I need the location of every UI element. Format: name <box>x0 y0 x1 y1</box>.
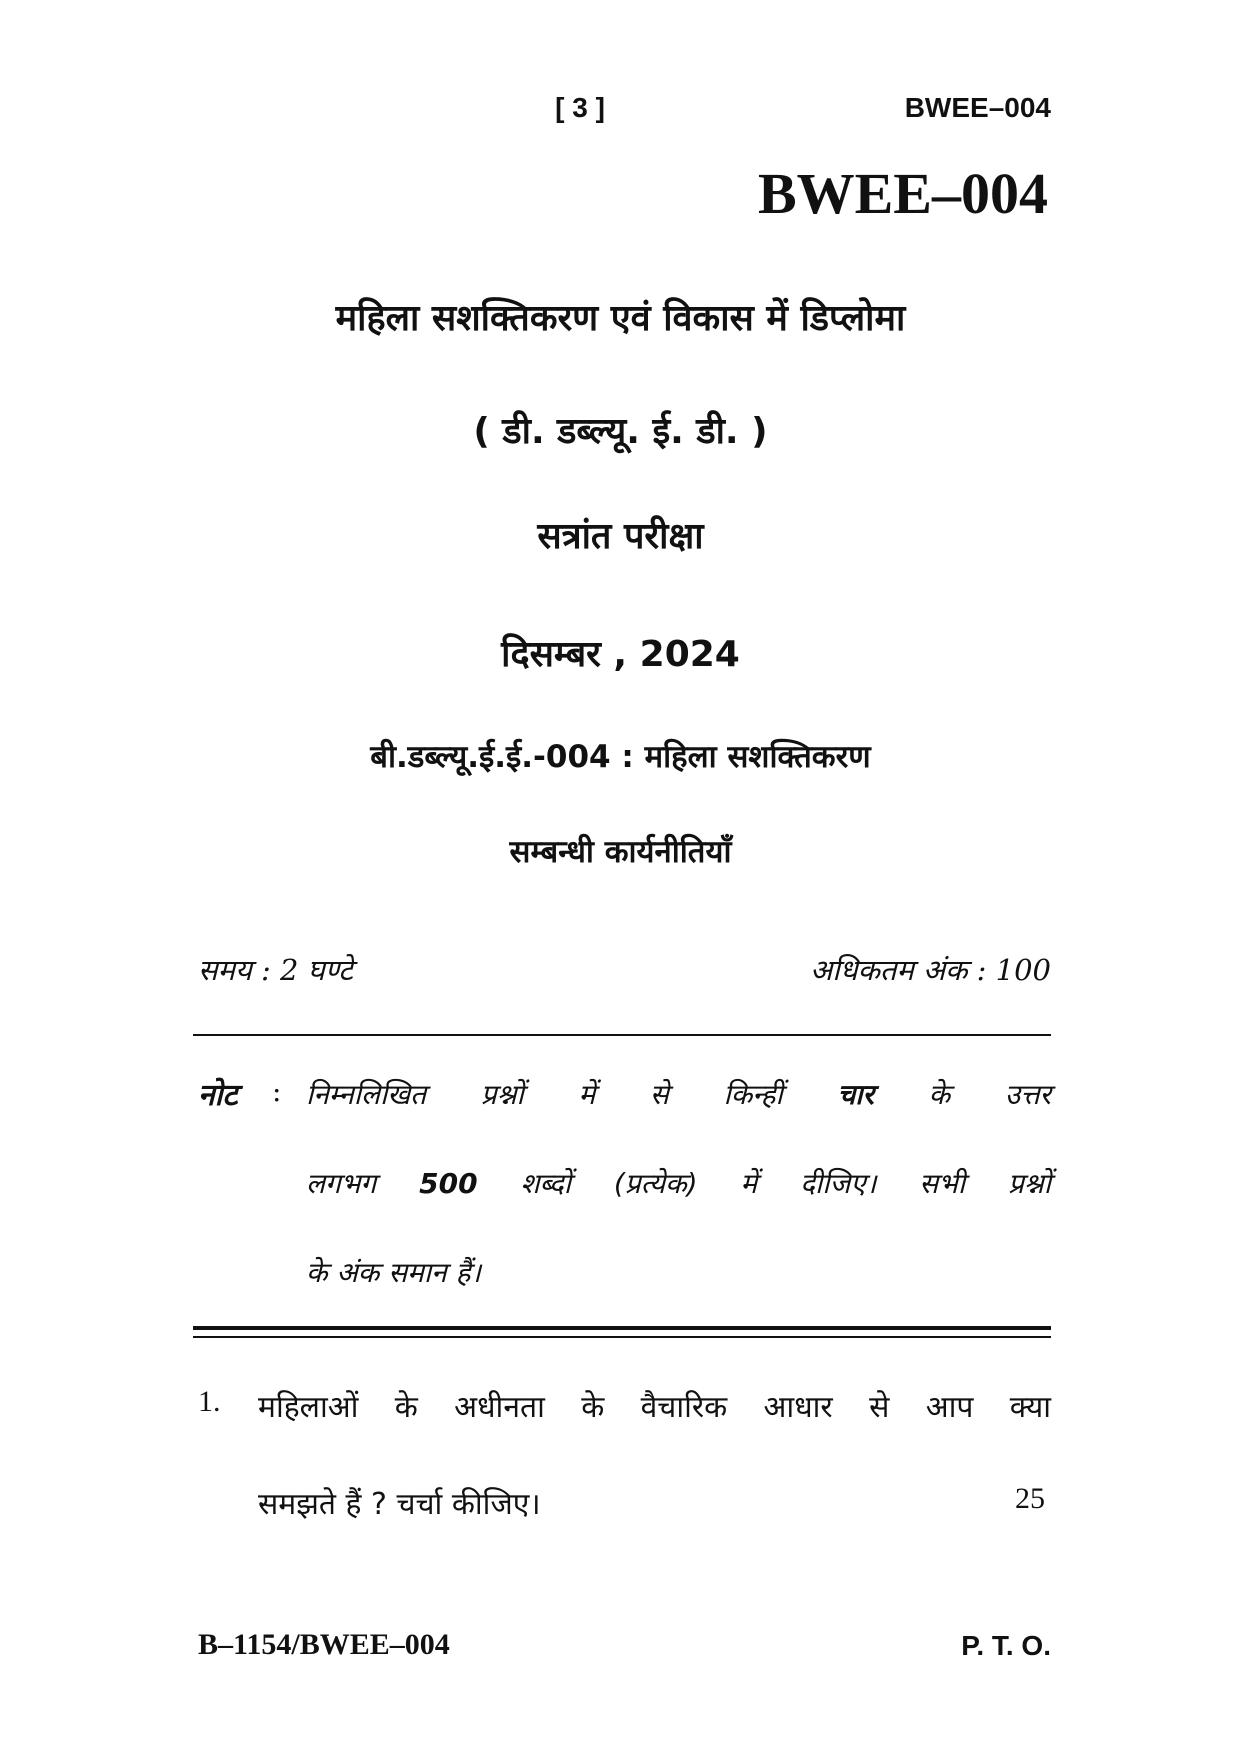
page-number: [ 3 ] <box>555 92 605 123</box>
note-emphasis-words: 500 <box>419 1167 478 1200</box>
programme-abbreviation: ( डी. डब्ल्यू. ई. डी. ) <box>473 411 768 452</box>
note-line-1-end: के उत्तर <box>873 1078 1051 1111</box>
note-line-3: के अंक समान हैं। <box>306 1256 482 1289</box>
footer-booklet-code: B–1154/BWEE–004 <box>198 1628 450 1661</box>
note-emphasis-count: चार <box>837 1078 874 1111</box>
exam-session: दिसम्बर , 2024 <box>501 634 740 675</box>
note-line-2 <box>306 1164 1051 1202</box>
course-title-line2: सम्बन्धी कार्यनीतियाँ <box>509 834 732 870</box>
question-text-line2: समझते हैं ? चर्चा कीजिए। <box>258 1487 541 1522</box>
note-line-1 <box>306 1075 1051 1113</box>
note-colon: : <box>272 1075 282 1108</box>
note-line-2-end: शब्दों (प्रत्येक) में दीजिए। सभी प्रश्नों <box>477 1167 1051 1200</box>
note-line-1-start: निम्नलिखित प्रश्नों में से किन्हीं <box>306 1078 838 1111</box>
course-title-line1: बी.डब्ल्यू.ई.ई.-004 : महिला सशक्तिकरण <box>370 739 871 775</box>
header-paper-code: BWEE–004 <box>904 92 1051 123</box>
programme-title: महिला सशक्तिकरण एवं विकास में डिप्लोमा <box>335 298 906 339</box>
note-label: नोट <box>198 1078 238 1113</box>
divider-double-thin <box>193 1336 1051 1338</box>
exam-type: सत्रांत परीक्षा <box>537 516 704 557</box>
maximum-marks: अधिकतम अंक : 100 <box>810 953 1051 987</box>
divider-double-thick <box>193 1326 1051 1330</box>
time-allowed: समय : 2 घण्टे <box>198 953 353 987</box>
paper-code-large: BWEE–004 <box>757 161 1048 226</box>
question-number: 1. <box>198 1385 221 1418</box>
divider-top <box>193 1034 1051 1036</box>
footer-pto: P. T. O. <box>961 1630 1051 1661</box>
note-line-2-start: लगभग <box>306 1167 420 1200</box>
question-marks: 25 <box>1015 1482 1045 1515</box>
question-text-line1: महिलाओं के अधीनता के वैचारिक आधार से आप क्या <box>258 1390 1051 1425</box>
